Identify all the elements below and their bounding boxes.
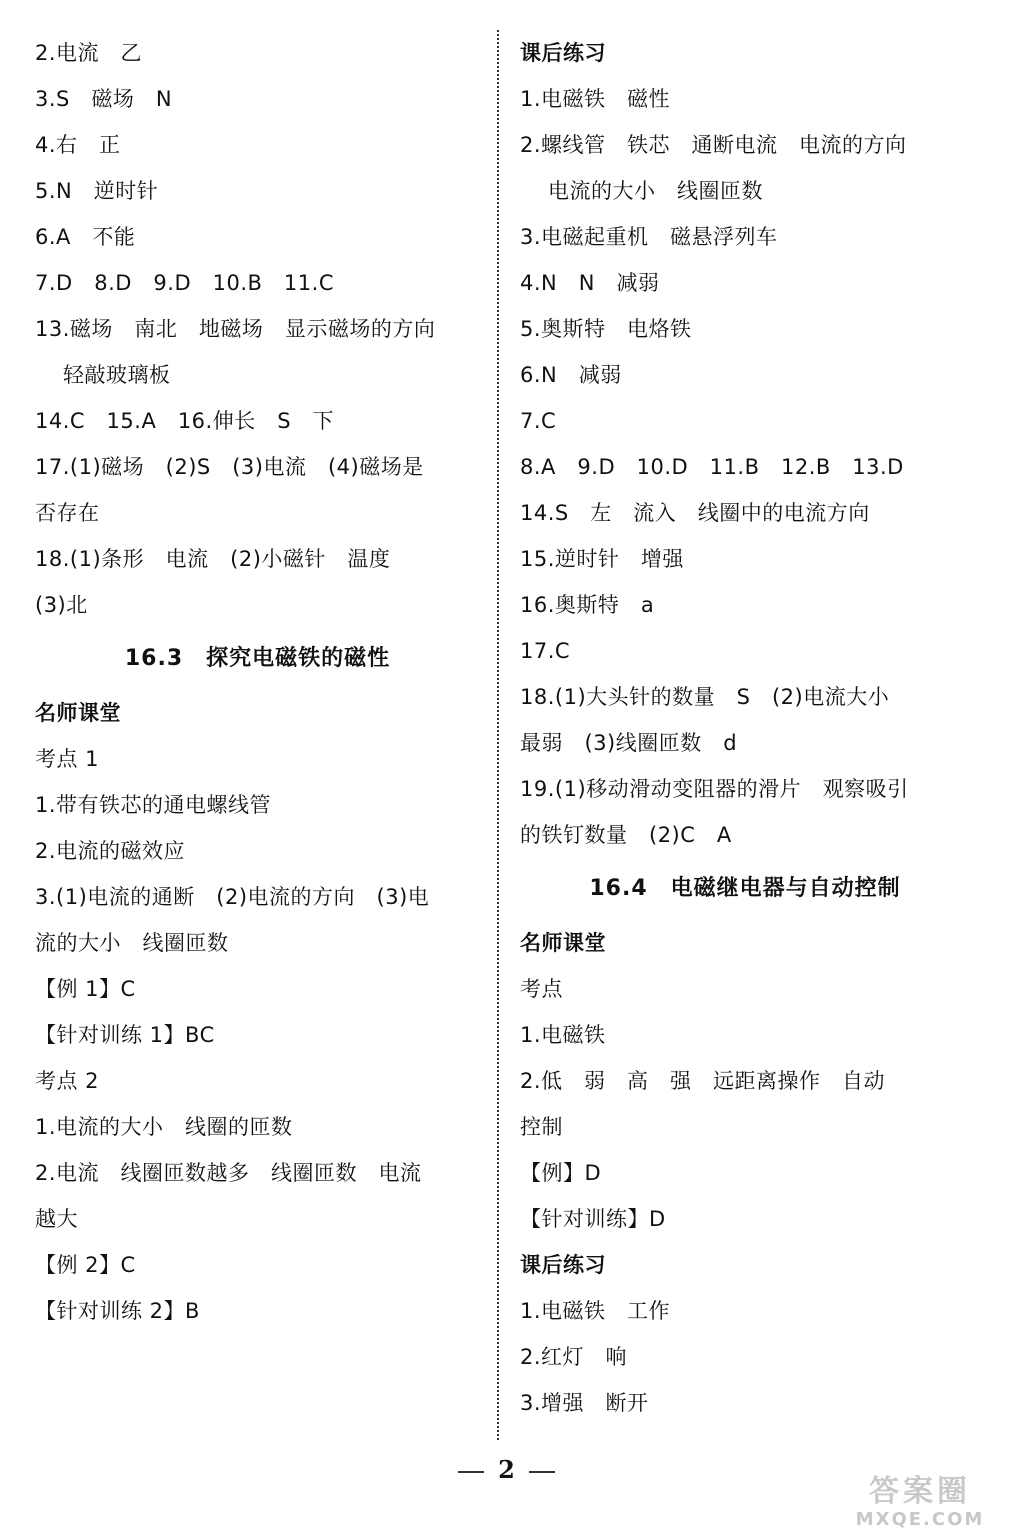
answer-line: 1.带有铁芯的通电螺线管	[35, 793, 272, 817]
answer-line: 流的大小 线圈匝数	[35, 931, 229, 955]
answer-line: 【例 2】C	[35, 1253, 136, 1277]
answer-line: 2.低 弱 高 强 远距离操作 自动	[520, 1069, 886, 1093]
answer-line: 17.(1)磁场 (2)S (3)电流 (4)磁场是	[35, 455, 424, 479]
answer-line: 2.电流 乙	[35, 41, 143, 65]
footer-dash-right	[529, 1471, 555, 1473]
answer-line: 17.C	[520, 639, 571, 663]
answer-line: 考点 1	[35, 747, 100, 771]
answer-line: 1.电磁铁 磁性	[520, 87, 671, 111]
answer-line: 2.螺线管 铁芯 通断电流 电流的方向	[520, 133, 907, 157]
answer-line: 13.磁场 南北 地磁场 显示磁场的方向	[35, 317, 436, 341]
subsection-heading: 名师课堂	[520, 931, 606, 955]
answer-line: (3)北	[35, 593, 88, 617]
answer-line: 1.电磁铁	[520, 1023, 606, 1047]
answer-line: 4.右 正	[35, 133, 121, 157]
answer-line: 否存在	[35, 501, 100, 525]
answer-line: 最弱 (3)线圈匝数 d	[520, 731, 738, 755]
answer-line: 【例 1】C	[35, 977, 136, 1001]
answer-line: 5.奥斯特 电烙铁	[520, 317, 692, 341]
subsection-heading: 名师课堂	[35, 701, 121, 725]
answer-line: 3.(1)电流的通断 (2)电流的方向 (3)电	[35, 885, 430, 909]
answer-line: 1.电流的大小 线圈的匝数	[35, 1115, 293, 1139]
answer-line: 19.(1)移动滑动变阻器的滑片 观察吸引	[520, 777, 909, 801]
answer-line: 【例】D	[520, 1161, 602, 1185]
answer-line: 14.S 左 流入 线圈中的电流方向	[520, 501, 870, 525]
watermark-title: 答案圈	[869, 1474, 971, 1509]
answer-line-continued: 电流的大小 线圈匝数	[548, 179, 763, 203]
right-column	[520, 30, 970, 1426]
footer-dash-left	[458, 1471, 484, 1473]
section-title: 16.3 探究电磁铁的磁性	[124, 646, 391, 671]
watermark-logo	[835, 1475, 1005, 1533]
answer-line: 8.A 9.D 10.D 11.B 12.B 13.D	[520, 455, 904, 479]
answer-line: 的铁钉数量 (2)C A	[520, 823, 732, 847]
subsection-heading: 课后练习	[520, 1253, 606, 1277]
answer-line: 3.电磁起重机 磁悬浮列车	[520, 225, 778, 249]
answer-line: 控制	[520, 1115, 563, 1139]
answer-line: 2.电流的磁效应	[35, 839, 186, 863]
answer-line: 2.电流 线圈匝数越多 线圈匝数 电流	[35, 1161, 422, 1185]
answer-line: 2.红灯 响	[520, 1345, 628, 1369]
answer-line: 4.N N 减弱	[520, 271, 660, 295]
answer-line: 6.A 不能	[35, 225, 136, 249]
answer-line: 【针对训练 2】B	[35, 1299, 200, 1323]
answer-line: 7.C	[520, 409, 557, 433]
answer-line: 【针对训练】D	[520, 1207, 666, 1231]
answer-line: 3.S 磁场 N	[35, 87, 173, 111]
watermark-url: MXQE.COM	[855, 1509, 985, 1530]
answer-line: 考点 2	[35, 1069, 100, 1093]
answer-line: 5.N 逆时针	[35, 179, 159, 203]
answer-line: 18.(1)条形 电流 (2)小磁针 温度	[35, 547, 391, 571]
left-column	[35, 30, 480, 1334]
answer-line: 15.逆时针 增强	[520, 547, 684, 571]
answer-line: 3.增强 断开	[520, 1391, 649, 1415]
answer-line: 6.N 减弱	[520, 363, 622, 387]
answer-line: 越大	[35, 1207, 78, 1231]
answer-line-continued: 轻敲玻璃板	[63, 363, 171, 387]
answer-line: 14.C 15.A 16.伸长 S 下	[35, 409, 335, 433]
answer-line: 【针对训练 1】BC	[35, 1023, 215, 1047]
answer-line: 1.电磁铁 工作	[520, 1299, 671, 1323]
answer-line: 7.D 8.D 9.D 10.B 11.C	[35, 271, 334, 295]
column-divider	[497, 30, 499, 1440]
answer-line: 18.(1)大头针的数量 S (2)电流大小	[520, 685, 890, 709]
subsection-heading: 课后练习	[520, 41, 606, 65]
answer-line: 考点	[520, 977, 563, 1001]
page-number: 2	[498, 1455, 515, 1484]
answer-line: 16.奥斯特 a	[520, 593, 655, 617]
section-title: 16.4 电磁继电器与自动控制	[589, 876, 901, 901]
